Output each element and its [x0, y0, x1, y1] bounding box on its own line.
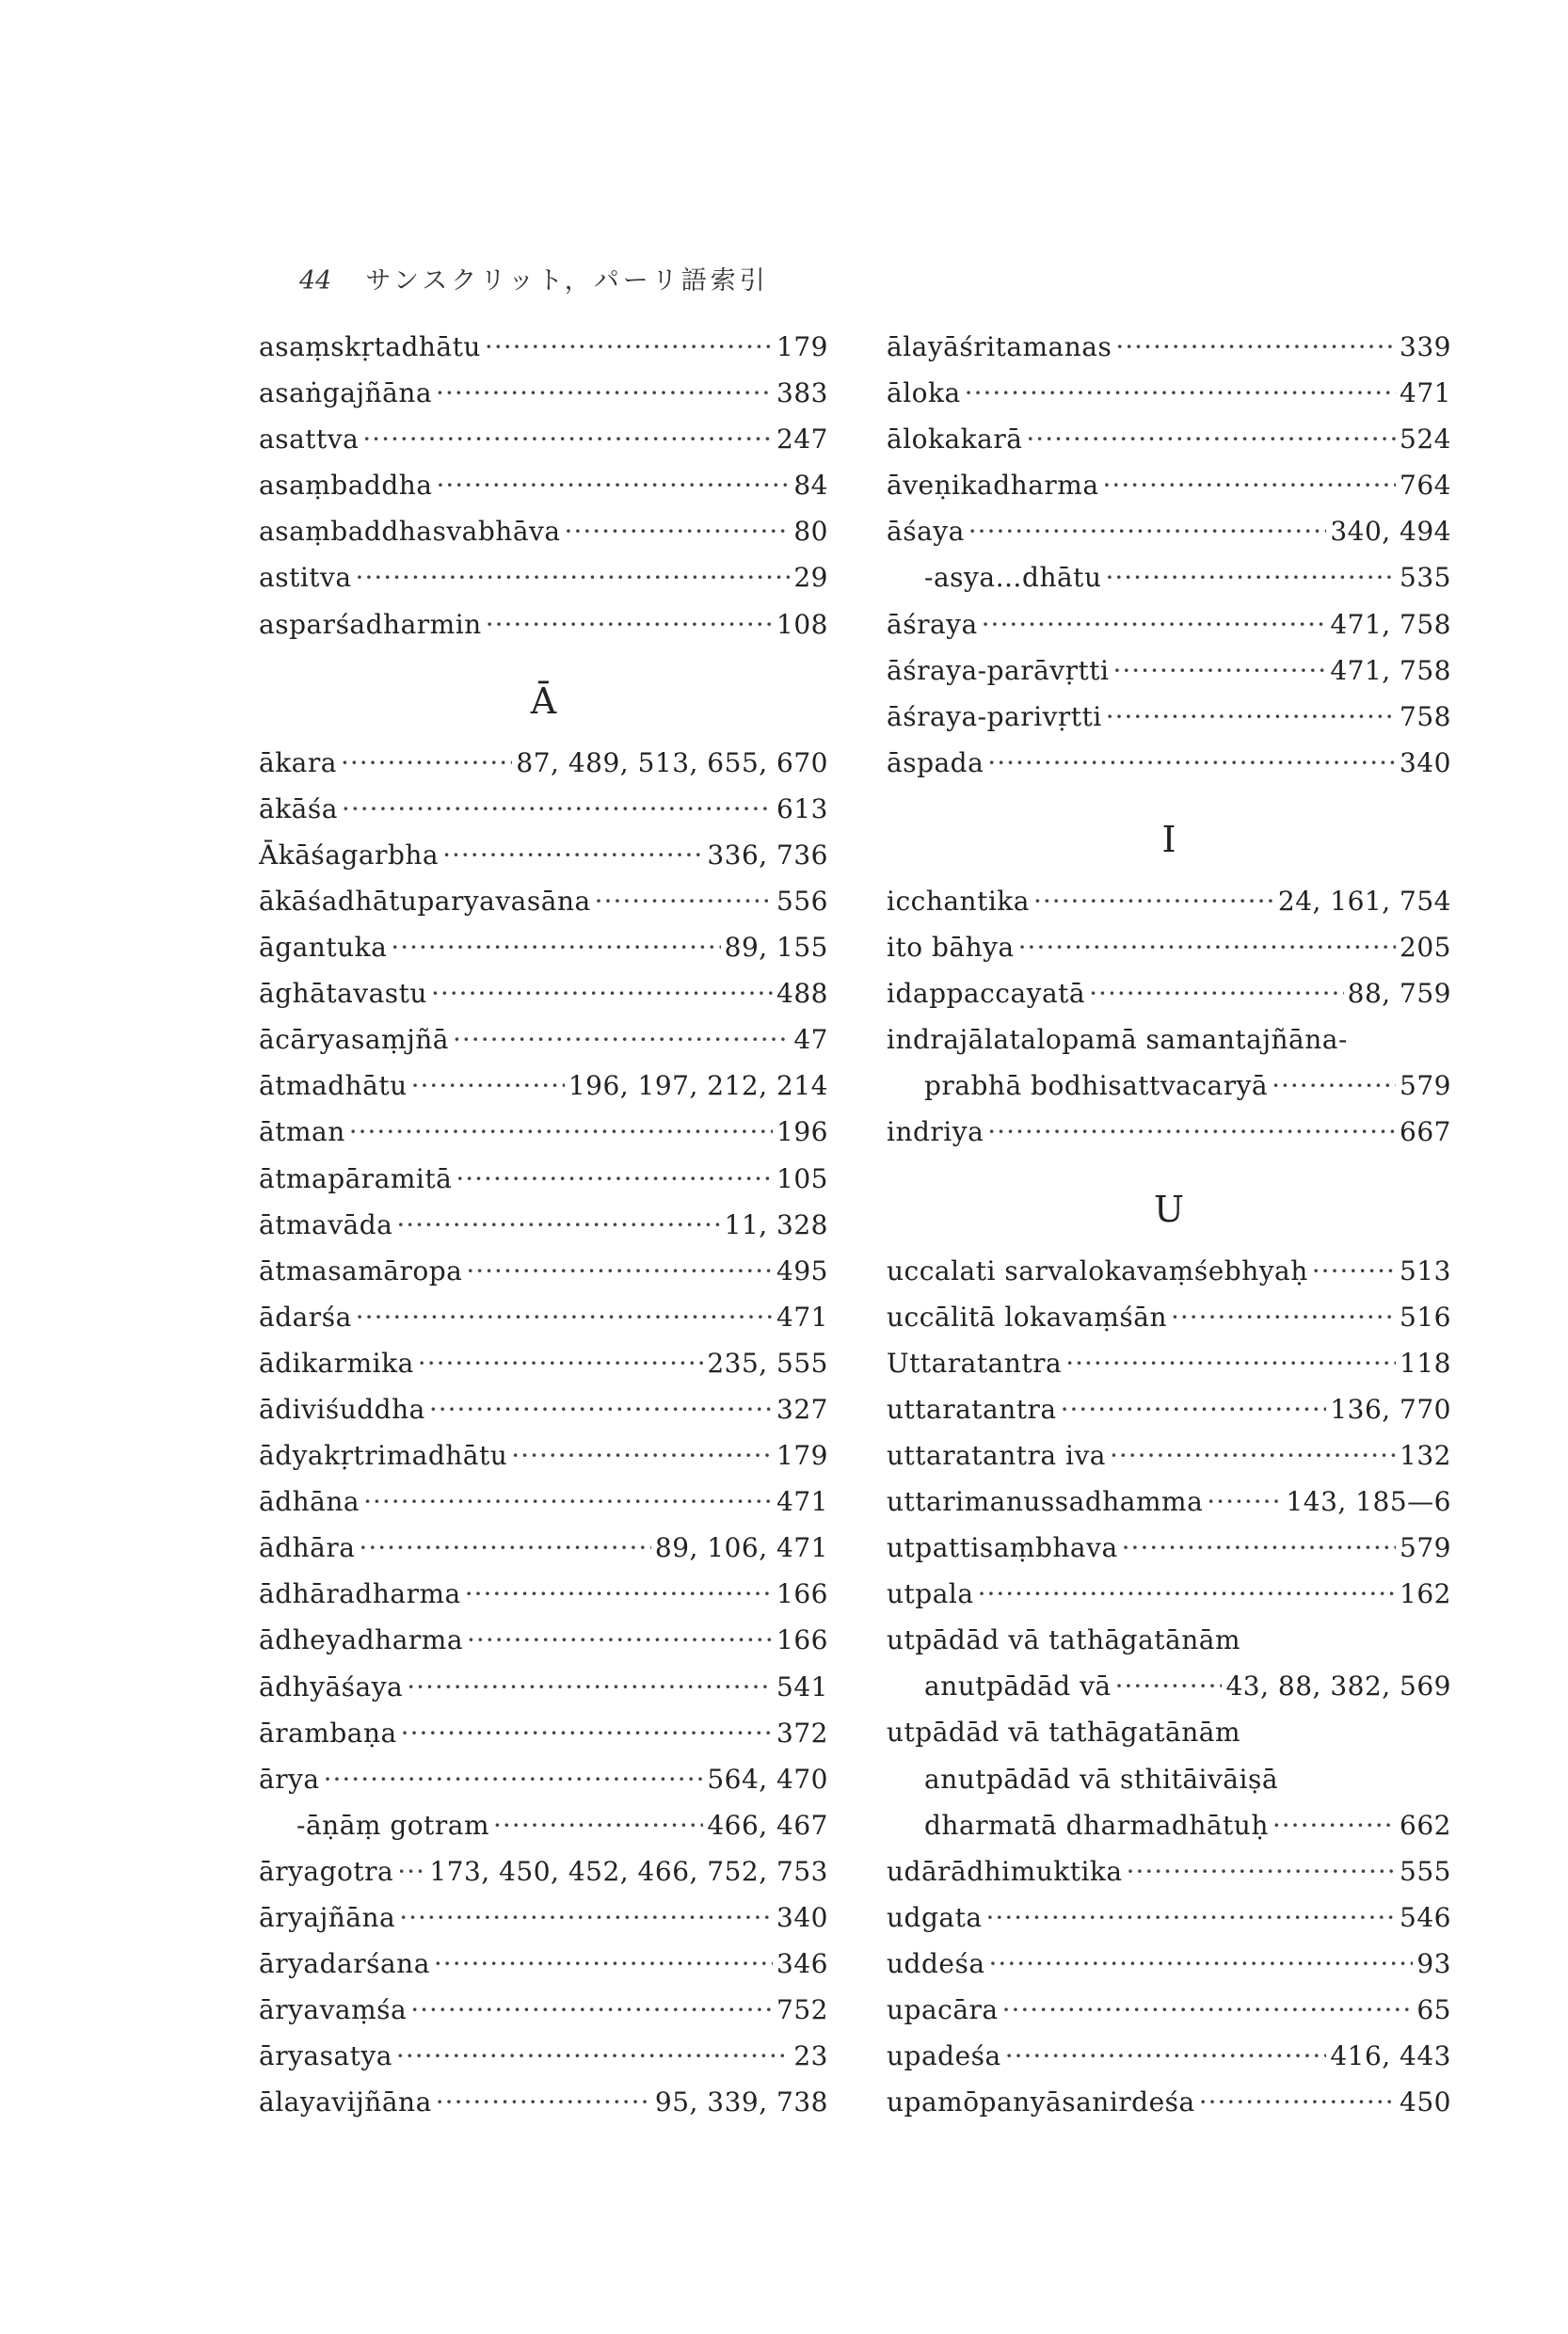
entry-term: ādikarmika: [259, 1347, 414, 1379]
index-column-right: [887, 331, 1451, 2133]
entry-page-refs: 471, 758: [1330, 654, 1451, 686]
entry-term: ādhāna: [259, 1486, 360, 1518]
entry-page-refs: 136, 770: [1330, 1393, 1451, 1425]
entry-term: ātmavāda: [259, 1208, 393, 1240]
entry-term: asaṃbaddha: [259, 470, 433, 502]
index-entry: [259, 1394, 828, 1440]
entry-term: āveṇikadharma: [887, 470, 1099, 502]
index-entry: [259, 747, 828, 793]
entry-page-refs: 179: [776, 331, 828, 362]
entry-term: utpādād vā tathāgatānām: [887, 1717, 1241, 1749]
index-entry: [887, 886, 1451, 932]
entry-page-refs: 416, 443: [1330, 2040, 1451, 2072]
dot-leader: [453, 1024, 790, 1055]
dot-leader: [982, 609, 1327, 640]
entry-term: udārādhimuktika: [887, 1855, 1123, 1887]
index-entry: [887, 1671, 1451, 1717]
entry-page-refs: 346: [776, 1948, 828, 1980]
dot-leader: [397, 1856, 425, 1887]
index-entry: [887, 331, 1451, 377]
index-entry: [887, 978, 1451, 1024]
dot-leader: [456, 1163, 773, 1194]
page-number: 44: [299, 266, 332, 296]
entry-page-refs: 752: [776, 1994, 828, 2026]
entry-page-refs: 667: [1400, 1116, 1451, 1148]
dot-leader: [1061, 1394, 1327, 1425]
entry-page-refs: 166: [776, 1624, 828, 1656]
dot-leader: [1127, 1856, 1396, 1887]
entry-term: ākāśa: [259, 792, 338, 824]
index-entry: [259, 1302, 828, 1348]
entry-page-refs: 764: [1400, 470, 1451, 502]
entry-term: ādhāra: [259, 1532, 356, 1564]
entry-term: dharmatā dharmadhātuḥ: [924, 1809, 1269, 1841]
entry-page-refs: 29: [793, 562, 828, 594]
index-entry: [887, 1070, 1451, 1116]
dot-leader: [429, 1394, 773, 1425]
entry-term: prabhā bodhisattvacaryā: [924, 1070, 1269, 1102]
index-entry: [259, 609, 828, 655]
index-entry: [887, 1486, 1451, 1532]
dot-leader: [436, 2086, 651, 2118]
entry-term: āspada: [887, 746, 984, 778]
dot-leader: [989, 1948, 1414, 1979]
dot-leader: [411, 1070, 565, 1101]
entry-page-refs: 162: [1400, 1578, 1451, 1610]
entry-term: anutpādād vā: [924, 1671, 1112, 1703]
entry-term: -āṇāṃ gotram: [296, 1809, 489, 1841]
dot-leader: [986, 1902, 1397, 1933]
index-entry: [259, 377, 828, 424]
entry-page-refs: 179: [776, 1440, 828, 1472]
index-entry: [887, 424, 1451, 470]
entry-term: asaṃbaddhasvabhāva: [259, 516, 561, 548]
index-entry: [259, 1486, 828, 1532]
entry-page-refs: 336, 736: [707, 839, 828, 871]
dot-leader: [1199, 2086, 1396, 2118]
dot-leader: [987, 1116, 1396, 1147]
entry-term: ākāśadhātuparyavasāna: [259, 885, 591, 917]
index-column-left: [259, 331, 828, 2133]
dot-leader: [1272, 1810, 1396, 1841]
dot-leader: [362, 424, 773, 455]
entry-term: āryadarśana: [259, 1948, 430, 1980]
index-entry: [887, 609, 1451, 655]
index-entry: [259, 1624, 828, 1671]
index-entry: [887, 377, 1451, 424]
section-heading: I: [1161, 818, 1176, 860]
dot-leader: [978, 1578, 1396, 1609]
entry-page-refs: 196: [776, 1116, 828, 1148]
index-entry-continued: [887, 1764, 1451, 1810]
entry-page-refs: 613: [776, 792, 828, 824]
index-entry: [259, 470, 828, 516]
index-entry: [259, 1902, 828, 1948]
entry-term: ākara: [259, 746, 337, 778]
entry-term: ādhāradharma: [259, 1578, 461, 1610]
entry-term: idappaccayatā: [887, 978, 1086, 1010]
entry-term: ito bāhya: [887, 932, 1015, 964]
entry-term: Ākāśagarbha: [259, 839, 440, 871]
entry-term: asparśadharmin: [259, 608, 482, 640]
entry-page-refs: 89, 106, 471: [654, 1532, 828, 1564]
entry-term: ārya: [259, 1763, 320, 1795]
entry-term: āśraya: [887, 608, 978, 640]
index-entry-continued: [887, 1024, 1451, 1070]
index-entry: [259, 516, 828, 562]
entry-term: ārambaṇa: [259, 1717, 397, 1749]
entry-term: indrajālatalopamā samantajñāna-: [887, 1024, 1348, 1056]
dot-leader: [1026, 424, 1396, 455]
dot-leader: [511, 1440, 773, 1471]
dot-leader: [1272, 1070, 1396, 1101]
entry-term: uttaratantra iva: [887, 1439, 1106, 1471]
entry-term: ācāryasaṃjñā: [259, 1024, 449, 1056]
entry-page-refs: 541: [776, 1671, 828, 1703]
entry-page-refs: 535: [1400, 562, 1451, 594]
index-entry: [259, 1810, 828, 1856]
dot-leader: [1115, 331, 1396, 362]
index-entry: [259, 886, 828, 932]
index-entry: [259, 331, 828, 377]
entry-term: āśraya-parivṛtti: [887, 700, 1102, 732]
entry-term: āśaya: [887, 516, 965, 548]
entry-page-refs: 327: [776, 1393, 828, 1425]
index-entry: [259, 2086, 828, 2133]
entry-page-refs: 80: [793, 516, 828, 548]
index-entry: [887, 701, 1451, 747]
index-entry: [259, 1718, 828, 1764]
entry-page-refs: 546: [1400, 1901, 1451, 1933]
index-entry: [887, 2040, 1451, 2086]
dot-leader: [965, 377, 1396, 408]
entry-page-refs: 495: [776, 1255, 828, 1287]
index-entry: [887, 470, 1451, 516]
dot-leader: [1112, 655, 1326, 686]
dot-leader: [1105, 562, 1396, 593]
index-entry: [887, 747, 1451, 793]
dot-leader: [987, 747, 1396, 778]
index-entry: [887, 1810, 1451, 1856]
entry-term: āryavaṃśa: [259, 1994, 408, 2026]
index-entry: [259, 932, 828, 978]
entry-term: ādarśa: [259, 1301, 352, 1333]
entry-page-refs: 43, 88, 382, 569: [1225, 1671, 1451, 1703]
entry-page-refs: 340: [1400, 746, 1451, 778]
index-entry: [259, 1532, 828, 1578]
entry-page-refs: 95, 339, 738: [654, 2086, 828, 2118]
entry-term: asaṃskṛtadhātu: [259, 331, 481, 362]
index-entry: [259, 839, 828, 886]
entry-page-refs: 555: [1400, 1855, 1451, 1887]
entry-term: indriya: [887, 1116, 984, 1148]
dot-leader: [363, 1486, 773, 1517]
entry-page-refs: 471: [1400, 377, 1451, 409]
entry-page-refs: 471: [776, 1486, 828, 1518]
page-title: サンスクリット，パーリ語索引: [365, 266, 769, 296]
dot-leader: [324, 1764, 704, 1795]
entry-term: uttarimanussadhamma: [887, 1485, 1204, 1517]
dot-leader: [1171, 1302, 1396, 1333]
entry-term: ādiviśuddha: [259, 1393, 425, 1425]
index-entry: [259, 1163, 828, 1209]
index-entry: [259, 2040, 828, 2086]
entry-term: āryagotra: [259, 1855, 394, 1887]
dot-leader: [349, 1116, 773, 1147]
index-entry: [259, 1994, 828, 2040]
entry-page-refs: 340, 494: [1330, 516, 1451, 548]
entry-term: ātmasamāropa: [259, 1255, 463, 1287]
dot-leader: [434, 1948, 773, 1979]
entry-page-refs: 166: [776, 1578, 828, 1610]
dot-leader: [1110, 1440, 1396, 1471]
entry-page-refs: 513: [1400, 1255, 1451, 1287]
dot-leader: [968, 516, 1327, 547]
entry-term: icchantika: [887, 885, 1030, 917]
index-entry: [259, 1024, 828, 1070]
entry-term: upadeśa: [887, 2040, 1001, 2072]
index-entry: [259, 1116, 828, 1162]
page-header: [299, 260, 769, 296]
entry-page-refs: 758: [1400, 700, 1451, 732]
entry-term: ālayāśritamanas: [887, 331, 1112, 362]
entry-term: utpala: [887, 1578, 974, 1610]
index-entry: [887, 1532, 1451, 1578]
entry-term: asattva: [259, 424, 360, 456]
dot-leader: [1312, 1255, 1396, 1287]
entry-term: āgantuka: [259, 932, 388, 964]
index-entry: [259, 793, 828, 839]
entry-page-refs: 524: [1400, 424, 1451, 456]
dot-leader: [399, 1902, 773, 1933]
dot-leader: [391, 932, 720, 963]
entry-page-refs: 205: [1400, 932, 1451, 964]
dot-leader: [1005, 2040, 1327, 2071]
dot-leader: [436, 377, 773, 408]
index-entry: [887, 1440, 1451, 1486]
entry-page-refs: 471, 758: [1330, 608, 1451, 640]
entry-page-refs: 47: [793, 1024, 828, 1056]
dot-leader: [1033, 886, 1274, 917]
entry-page-refs: 556: [776, 885, 828, 917]
index-entry: [887, 1994, 1451, 2040]
dot-leader: [410, 1994, 773, 2025]
dot-leader: [485, 331, 773, 362]
entry-term: udgata: [887, 1901, 983, 1933]
dot-leader: [486, 609, 773, 640]
index-entry: [259, 562, 828, 608]
entry-term: Uttaratantra: [887, 1347, 1063, 1379]
entry-page-refs: 105: [776, 1162, 828, 1194]
entry-page-refs: 89, 155: [724, 932, 828, 964]
entry-page-refs: 196, 197, 212, 214: [568, 1070, 828, 1102]
entry-page-refs: 65: [1416, 1994, 1451, 2025]
entry-page-refs: 372: [776, 1717, 828, 1749]
index-entry: [887, 1948, 1451, 1994]
entry-term: uddeśa: [887, 1947, 985, 1979]
index-entry: [887, 1255, 1451, 1302]
entry-term: utpattisaṃbhava: [887, 1532, 1118, 1564]
entry-term: āghātavastu: [259, 978, 427, 1010]
index-entry: [259, 1948, 828, 1994]
section-heading: Ā: [530, 679, 557, 722]
index-entry: [259, 978, 828, 1024]
entry-page-refs: 108: [776, 608, 828, 640]
dot-leader: [1106, 701, 1396, 732]
entry-page-refs: 383: [776, 377, 828, 409]
dot-leader: [396, 1209, 720, 1240]
index-entry-continued: [887, 1717, 1451, 1763]
dot-leader: [359, 1532, 650, 1563]
entry-page-refs: 11, 328: [724, 1208, 828, 1240]
entry-page-refs: 471: [776, 1301, 828, 1333]
dot-leader: [356, 562, 791, 593]
entry-term: upacāra: [887, 1994, 999, 2025]
index-entry: [887, 932, 1451, 978]
index-entry: [259, 1348, 828, 1394]
index-entry: [887, 1302, 1451, 1348]
dot-leader: [466, 1255, 773, 1287]
index-entry: [259, 1578, 828, 1624]
dot-leader: [595, 886, 773, 917]
index-entry: [887, 1578, 1451, 1624]
entry-page-refs: 247: [776, 424, 828, 456]
entry-term: utpādād vā tathāgatānām: [887, 1624, 1241, 1656]
index-entry: [259, 1070, 828, 1116]
dot-leader: [1018, 932, 1396, 963]
dot-leader: [341, 747, 512, 778]
entry-page-refs: 173, 450, 452, 466, 752, 753: [429, 1855, 828, 1887]
dot-leader: [342, 793, 773, 824]
entry-page-refs: 450: [1400, 2086, 1451, 2118]
entry-page-refs: 340: [776, 1902, 828, 1933]
index-entry: [259, 1440, 828, 1486]
entry-page-refs: 516: [1400, 1301, 1451, 1333]
index-entry: [887, 1394, 1451, 1440]
index-entry: [887, 2086, 1451, 2133]
entry-page-refs: 88, 759: [1347, 978, 1451, 1010]
entry-term: ādyakṛtrimadhātu: [259, 1440, 508, 1472]
index-entry: [259, 1209, 828, 1255]
index-entry: [259, 1255, 828, 1302]
entry-page-refs: 466, 467: [707, 1809, 828, 1841]
dot-leader: [1065, 1348, 1396, 1379]
entry-page-refs: 339: [1400, 331, 1451, 362]
entry-term: uccalati sarvalokavaṃśebhyaḥ: [887, 1255, 1308, 1287]
entry-page-refs: 488: [776, 978, 828, 1010]
dot-leader: [1002, 1994, 1414, 2025]
entry-page-refs: 132: [1400, 1439, 1451, 1471]
dot-leader: [1207, 1486, 1282, 1517]
index-entry: [887, 1116, 1451, 1162]
dot-leader: [1103, 470, 1397, 501]
dot-leader: [565, 516, 791, 547]
dot-leader: [396, 2040, 790, 2071]
dot-leader: [1115, 1671, 1223, 1702]
dot-leader: [437, 470, 791, 501]
dot-leader: [356, 1302, 773, 1333]
entry-term: ātman: [259, 1116, 345, 1148]
entry-term: astitva: [259, 562, 352, 594]
index-entry: [887, 655, 1451, 701]
dot-leader: [465, 1578, 773, 1609]
entry-page-refs: 579: [1400, 1070, 1451, 1102]
entry-page-refs: 235, 555: [707, 1347, 828, 1379]
index-entry: [259, 424, 828, 470]
dot-leader: [401, 1718, 773, 1749]
entry-page-refs: 662: [1400, 1809, 1451, 1841]
entry-term: uttaratantra: [887, 1393, 1057, 1425]
index-entry: [259, 1764, 828, 1810]
entry-page-refs: 84: [793, 470, 828, 502]
section-heading: U: [1153, 1188, 1185, 1230]
entry-term: ālayavijñāna: [259, 2086, 432, 2118]
entry-page-refs: 87, 489, 513, 655, 670: [516, 746, 828, 778]
entry-term: uccālitā lokavaṃśān: [887, 1301, 1167, 1333]
entry-page-refs: 93: [1416, 1947, 1451, 1979]
entry-term: ālokakarā: [887, 424, 1023, 456]
entry-term: ātmapāramitā: [259, 1162, 453, 1194]
dot-leader: [431, 978, 773, 1009]
index-entry-continued: [887, 1624, 1451, 1671]
dot-leader: [1089, 978, 1343, 1009]
entry-term: āloka: [887, 377, 961, 409]
entry-term: āryasatya: [259, 2040, 392, 2072]
dot-leader: [442, 839, 703, 871]
entry-term: upamōpanyāsanirdeśa: [887, 2086, 1195, 2118]
entry-term: asaṅgajñāna: [259, 377, 433, 409]
dot-leader: [467, 1624, 773, 1655]
entry-term: ādheyadharma: [259, 1624, 464, 1656]
entry-page-refs: 564, 470: [707, 1763, 828, 1795]
entry-page-refs: 579: [1400, 1532, 1451, 1564]
dot-leader: [407, 1671, 773, 1703]
index-entry: [259, 1856, 828, 1902]
dot-leader: [1122, 1532, 1396, 1563]
entry-term: āryajñāna: [259, 1902, 396, 1933]
entry-term: ātmadhātu: [259, 1070, 408, 1102]
dot-leader: [418, 1348, 704, 1379]
index-entry: [887, 1902, 1451, 1948]
entry-page-refs: 143, 185—6: [1286, 1485, 1451, 1517]
entry-page-refs: 118: [1400, 1347, 1451, 1379]
index-entry: [259, 1671, 828, 1718]
entry-term: anutpādād vā sthitāivāiṣā: [924, 1763, 1279, 1795]
entry-term: āśraya-parāvṛtti: [887, 654, 1110, 686]
entry-term: ādhyāśaya: [259, 1671, 404, 1703]
entry-term: -asya…dhātu: [924, 562, 1102, 594]
index-entry: [887, 516, 1451, 562]
entry-page-refs: 24, 161, 754: [1277, 885, 1451, 917]
index-entry: [887, 562, 1451, 608]
dot-leader: [493, 1810, 703, 1841]
index-entry: [887, 1348, 1451, 1394]
entry-page-refs: 23: [793, 2040, 828, 2072]
index-entry: [887, 1856, 1451, 1902]
